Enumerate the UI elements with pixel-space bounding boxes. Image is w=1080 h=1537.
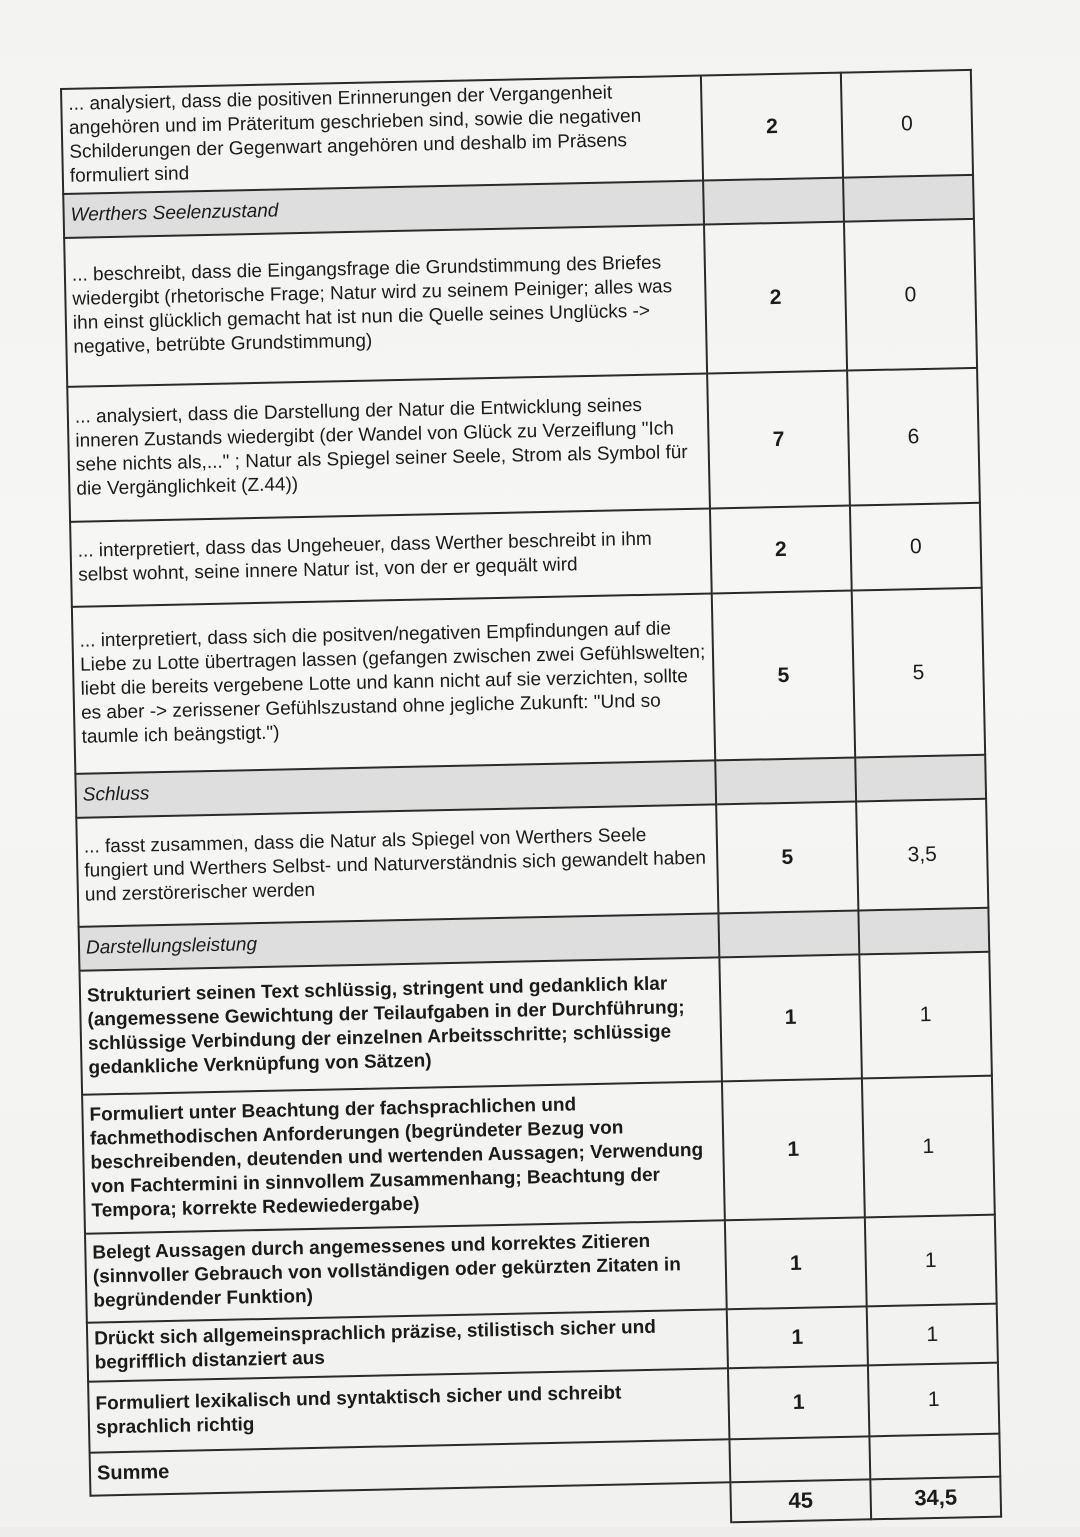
total-max-points: 45: [730, 1479, 871, 1522]
table-row: [61, 70, 973, 194]
max-points: 2: [701, 73, 843, 181]
max-points: 1: [727, 1306, 868, 1368]
achieved-points: 1: [859, 952, 992, 1079]
max-points: 5: [712, 591, 855, 761]
section-filler: [855, 755, 986, 802]
section-filler: [858, 908, 989, 955]
section-heading: Darstellungsleistung: [79, 913, 720, 970]
achieved-points: 6: [847, 368, 980, 506]
section-filler: [715, 757, 856, 804]
table-row: [67, 368, 980, 522]
sum-label: Summe: [90, 1439, 731, 1495]
achieved-points: 0: [850, 503, 982, 591]
criterion-text: Formuliert lexikalisch und syntaktisch sicher und schreibt sprachlich richtig: [88, 1368, 729, 1452]
criterion-text: ... analysiert, dass die Darstellung der Natur die Entwicklung seines inneren Zustands wiedergibt (der Wandel von Glück zu Verzeiflung "Ich sehe nichts als,..." ; Natur als Spiegel seiner Seele, Strom als Symbol für die Vergänglichkeit (Z.44)): [67, 374, 710, 522]
achieved-points: 0: [844, 219, 977, 371]
table-row: [79, 952, 991, 1095]
criterion-text: ... interpretiert, dass das Ungeheuer, dass Werther beschreibt in ihm selbst wohnt, seine innere Natur ist, von der er gequält wird: [70, 508, 712, 606]
max-points: 5: [716, 801, 858, 913]
achieved-points: 0: [841, 70, 973, 178]
criterion-text: ... fasst zusammen, dass die Natur als Spiegel von Werthers Seele fungiert und Werthers Selbst- und Naturverständnis sich gewandelt haben und zerstörerischer werden: [76, 804, 718, 926]
grading-table: [60, 69, 1002, 1537]
max-points: 2: [704, 222, 847, 374]
table-row: [76, 799, 988, 927]
criterion-text: ... beschreibt, dass die Eingangsfrage die Grundstimmung des Briefes wiedergibt (rhetorische Frage; Natur wird zu seinem Peiniger; alles was ihn einst glücklich gemacht hat ist nun die Quelle seines Unglücks -> negative, betrübte Grundstimmung): [64, 225, 707, 387]
criterion-text: ... analysiert, dass die positiven Erinnerungen der Vergangenheit angehören und im Präteritum geschrieben sind, sowie die negativen Schilderungen der Gegenwart angehören und deshalb im Präsens formuliert sind: [61, 76, 703, 194]
total-achieved-points: 34,5: [870, 1477, 1001, 1520]
section-heading: Werthers Seelenzustand: [63, 181, 704, 238]
max-points: 1: [725, 1217, 867, 1309]
grading-sheet: [60, 69, 1000, 1537]
achieved-points: 1: [868, 1363, 999, 1437]
max-points: 1: [722, 1078, 865, 1220]
achieved-points: 1: [867, 1304, 998, 1366]
table-row: [82, 1076, 995, 1234]
criterion-text: ... interpretiert, dass sich die positven/negativen Empfindungen auf die Liebe zu Lotte übertragen lassen (gefangen zwischen zwei Gefühlswelten; liebt die bereits vergebene Lotte und kann nicht auf sie verzichten, sollte es aber -> zerissener Gefühlszustand ohne jegliche Zukunft: "Und so taumle ich beängstigt."): [72, 593, 715, 773]
criterion-text: Strukturiert seinen Text schlüssig, stringent und gedanklich klar (angemessene Gewichtung der Teilaufgaben in der Durchführung; schlüssige Verbindung der einzelnen Arbeitsschritte; schlüssige gedankliche Verknüpfung von Sätzen): [79, 957, 721, 1094]
achieved-points: 3,5: [856, 799, 988, 911]
section-filler: [703, 178, 844, 225]
criterion-text: Formuliert unter Beachtung der fachsprachlichen und fachmethodischen Anforderungen (begründeter Bezug von beschreibenden, deutenden und wertenden Aussagen; Verwendung von Fachtermini in sinnvollem Zusammenhang; Beachtung der Tempora; korrekte Redewiedergabe): [82, 1081, 725, 1233]
section-filler: [843, 175, 974, 222]
achieved-points: 5: [852, 588, 985, 758]
section-filler: [718, 910, 859, 957]
table-row: [64, 219, 977, 387]
criterion-text: Belegt Aussagen durch angemessenes und korrektes Zitieren (sinnvoller Gebrauch von vollständigen oder gekürzten Zitaten in begründender Funktion): [85, 1220, 727, 1322]
achieved-points: 1: [865, 1215, 997, 1307]
criterion-text: Drückt sich allgemeinsprachlich präzise, stilistisch sicher und begrifflich distanziert aus: [87, 1309, 728, 1381]
max-points: 1: [719, 954, 862, 1081]
achieved-points: 1: [862, 1076, 995, 1218]
table-row: [72, 588, 985, 774]
sum-empty-cell: [869, 1434, 1000, 1480]
section-heading: Schluss: [75, 760, 716, 817]
max-points: 1: [728, 1365, 869, 1439]
max-points: 2: [710, 506, 852, 594]
sum-empty-cell: [729, 1436, 870, 1482]
max-points: 7: [707, 371, 850, 509]
